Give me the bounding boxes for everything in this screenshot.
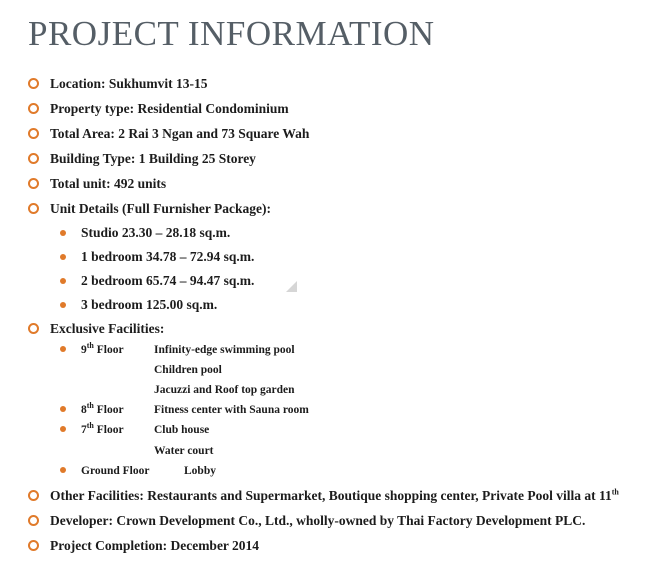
bullet-ring-icon: [28, 103, 39, 114]
facility-club-house: Club house: [154, 424, 210, 436]
bullet-dot-icon: [60, 254, 66, 260]
page-title: PROJECT INFORMATION: [28, 14, 435, 53]
floor-9-label: 9th Floor: [81, 341, 124, 356]
bullet-dot-icon: [60, 426, 66, 432]
property-type-item: Property type: Residential Condominium: [50, 101, 289, 116]
unit-2-bedroom: 2 bedroom 65.74 – 94.47 sq.m.: [81, 273, 255, 288]
exclusive-facilities-item: Exclusive Facilities:: [50, 321, 165, 336]
bullet-dot-icon: [60, 346, 66, 352]
floor-8-label: 8th Floor: [81, 401, 124, 416]
facility-children-pool: Children pool: [154, 364, 222, 376]
other-facilities-item: Other Facilities: Restaurants and Supermarket, Boutique shopping center, Private Pool villa at 11th: [50, 487, 619, 503]
corner-marker-icon: [286, 281, 297, 292]
bullet-ring-icon: [28, 540, 39, 551]
bullet-dot-icon: [60, 230, 66, 236]
bullet-dot-icon: [60, 278, 66, 284]
bullet-ring-icon: [28, 178, 39, 189]
location-item: Location: Sukhumvit 13-15: [50, 76, 208, 91]
bullet-dot-icon: [60, 302, 66, 308]
bullet-ring-icon: [28, 78, 39, 89]
bullet-ring-icon: [28, 128, 39, 139]
building-type-item: Building Type: 1 Building 25 Storey: [50, 151, 256, 166]
facility-fitness: Fitness center with Sauna room: [154, 404, 309, 416]
facility-water-court: Water court: [154, 445, 214, 457]
bullet-ring-icon: [28, 323, 39, 334]
bullet-ring-icon: [28, 515, 39, 526]
bullet-ring-icon: [28, 153, 39, 164]
bullet-dot-icon: [60, 467, 66, 473]
developer-item: Developer: Crown Development Co., Ltd., wholly-owned by Thai Factory Development PLC.: [50, 513, 586, 528]
floor-7-label: 7th Floor: [81, 421, 124, 436]
facility-jacuzzi: Jacuzzi and Roof top garden: [154, 384, 295, 396]
unit-3-bedroom: 3 bedroom 125.00 sq.m.: [81, 297, 218, 312]
bullet-ring-icon: [28, 203, 39, 214]
ground-floor-label: Ground Floor: [81, 465, 150, 477]
bullet-ring-icon: [28, 490, 39, 501]
unit-studio: Studio 23.30 – 28.18 sq.m.: [81, 225, 231, 240]
completion-item: Project Completion: December 2014: [50, 538, 260, 553]
unit-details-item: Unit Details (Full Furnisher Package):: [50, 201, 271, 216]
facility-infinity-pool: Infinity-edge swimming pool: [154, 344, 295, 356]
facility-lobby: Lobby: [184, 465, 216, 477]
unit-1-bedroom: 1 bedroom 34.78 – 72.94 sq.m.: [81, 249, 255, 264]
total-unit-item: Total unit: 492 units: [50, 176, 167, 191]
total-area-item: Total Area: 2 Rai 3 Ngan and 73 Square Wah: [50, 126, 310, 141]
bullet-dot-icon: [60, 406, 66, 412]
